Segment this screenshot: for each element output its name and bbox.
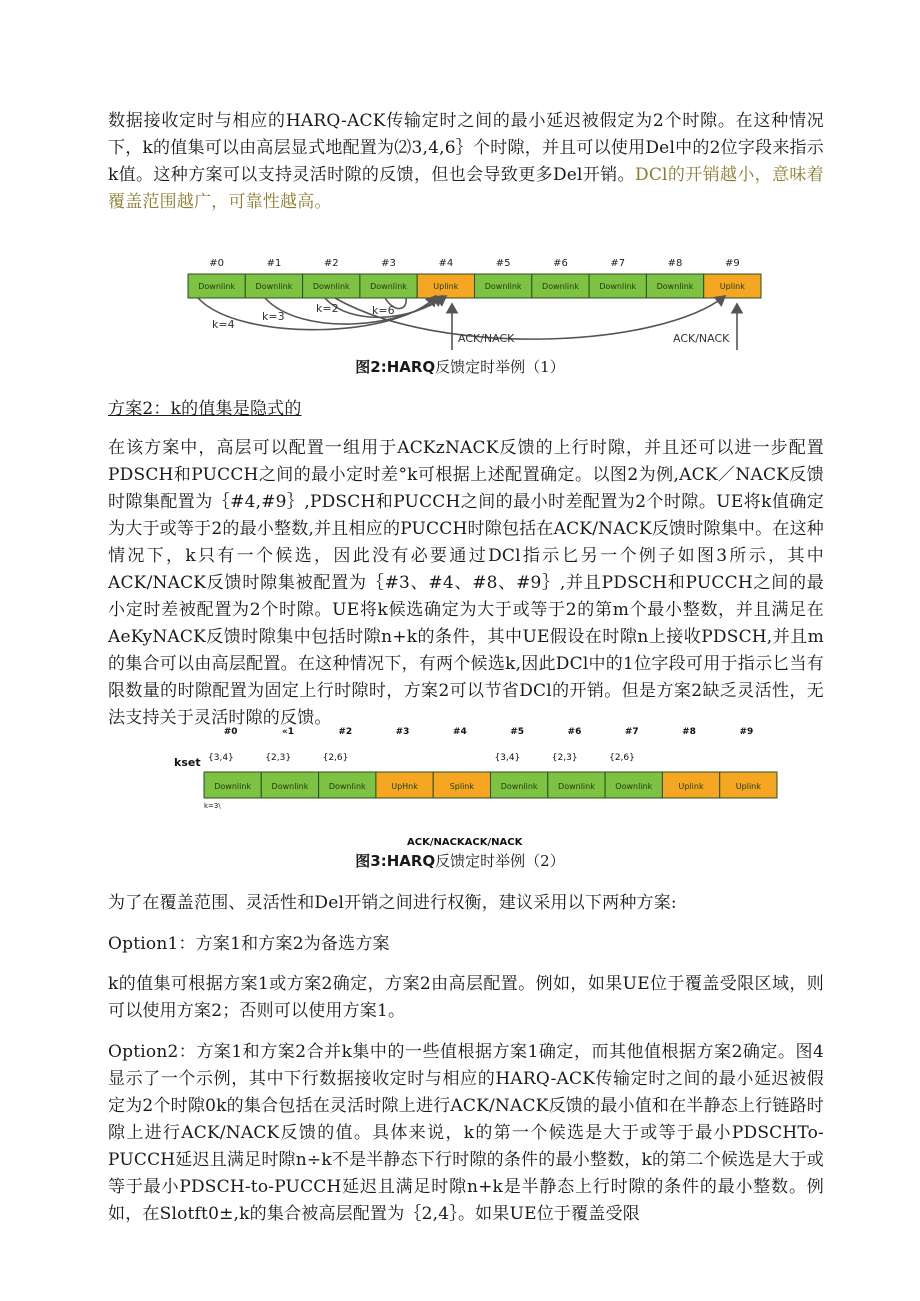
k-label-3: k=2 [316, 302, 339, 315]
f3-kset-value: {3,4} [208, 753, 234, 763]
paragraph-tradeoff: 为了在覆盖范围、灵活性和Del开销之间进行权衡，建议采用以下两种方案: [108, 893, 677, 913]
f2-slot-label: #6 [553, 258, 568, 269]
figure-2-caption-number: 图2:HARQ [355, 358, 436, 376]
f3-slot-cell-label: Uplink [735, 782, 761, 791]
f3-slot-label: #6 [567, 727, 582, 737]
f3-slot-label: #5 [510, 727, 525, 737]
paragraph-option-2: Option2：方案1和方案2合并k集中的一些值根据方案1确定，而其他值根据方案2确定。图4显示了一个示例，其中下行数据接收定时与相应的HARQ-ACK传输定时之间的最小延迟被假定为2个时隙0k的集合包括在灵活时隙上进行ACK/NACK反馈的最小值和在半静态上行链路时隙上进行ACK/NACK反馈的值。具体来说，k的第一个候选是大于或等于最小PDSCHTo-PUCCH延迟且满足时隙n÷k不是半静态下行时隙的条件的最小整数，k的第二个候选是大于或等于最小PDSCH-to-PUCCH延迟且满足时隙n+k是半静态上行时隙的条件的最小整数。例如，在Slotft0±,k的集合被高层配置为｛2,4｝。如果UE位于覆盖受限 [108, 1042, 824, 1224]
f3-kset-value: {2,6} [609, 753, 635, 763]
f2-slot-cell-label: Uplink [719, 282, 745, 291]
f2-slot-cell-label: Downlink [656, 282, 694, 291]
f3-slot-label: #9 [739, 727, 754, 737]
k-label-4: k=6 [372, 304, 395, 317]
f3-slot-cell-label: Oownlink [615, 782, 653, 791]
f2-slot-cell-label: Downlink [599, 282, 637, 291]
paragraph-intro-highlight: DCl的开销越小，意味着覆盖范围越广，可靠性越高。 [108, 165, 825, 212]
f3-slot-label: #7 [624, 727, 639, 737]
f3-kset-value: {2,6} [322, 753, 349, 763]
f2-slot-label: #3 [381, 258, 396, 269]
figure-3-caption [0, 850, 920, 871]
figure-2-caption-text: 反馈定时举例（1） [435, 358, 565, 376]
f3-slot-cell-label: Downlink [271, 782, 309, 791]
paragraph-intro [108, 108, 824, 216]
ack-nack-label: ACK/NACKACK/NACK [407, 837, 523, 848]
f3-kset-value: {2,3} [265, 753, 292, 763]
f2-slot-cell-label: Downlink [255, 282, 293, 291]
kset-label: kset [174, 756, 201, 769]
f2-slot-label: #4 [438, 258, 454, 269]
f2-slot-label: #0 [209, 258, 225, 269]
f3-slot-cell-label: Uplink [678, 782, 704, 791]
f2-slot-cell-label: Uplink [433, 282, 459, 291]
k-note: k=3\ [204, 802, 221, 810]
k-label-1: k=4 [212, 318, 235, 331]
f3-slot-cell-label: Downlink [328, 782, 366, 791]
f2-slot-label: #8 [667, 258, 683, 269]
figure-2-caption [0, 356, 920, 377]
f3-slot-cell-label: Downlink [558, 782, 595, 791]
section-heading-scheme-2: 方案2：k的值集是隐式的 [108, 399, 302, 419]
paragraph-option-1: k的值集可根据方案1或方案2确定，方案2由高层配置。例如，如果UE位于覆盖受限区域，则可以使用方案2；否则可以使用方案1。 [108, 974, 824, 1021]
figure-3-caption-text: 反馈定时举例（2） [435, 852, 565, 870]
f3-slot-cell-label: Downlink [500, 782, 538, 791]
f3-slot-label: #2 [338, 727, 353, 737]
f3-kset-value: {3,4} [494, 753, 521, 763]
figure-3-caption-number: 图3:HARQ [355, 852, 436, 870]
f3-slot-label: #3 [395, 727, 410, 737]
f3-kset-value: {2,3} [551, 753, 578, 763]
f2-slot-label: #5 [495, 258, 511, 269]
ack-label-2: ACK/NACK [673, 332, 730, 345]
ack-label-1: ACK/NACK [458, 332, 515, 345]
f2-slot-cell-label: Downlink [312, 282, 350, 291]
f2-slot-cell-label: Downlink [484, 282, 522, 291]
f3-slot-cell-label: UpHnk [391, 782, 418, 791]
figure-3-diagram [170, 718, 780, 850]
f2-slot-label: #7 [610, 258, 626, 269]
option-1-title: Option1：方案1和方案2为备选方案 [108, 934, 390, 954]
k-label-2: k=3 [262, 310, 285, 323]
f3-slot-label: #4 [452, 727, 467, 737]
f2-slot-cell-label: Downlink [542, 282, 579, 291]
f3-slot-label: #8 [682, 727, 696, 737]
f2-slot-label: #2 [323, 258, 339, 269]
f3-slot-cell-label: Downlink [214, 782, 252, 791]
f3-slot-label: #0 [223, 727, 238, 737]
paragraph-scheme-2: 在该方案中，高层可以配置一组用于ACKzNACK反馈的上行时隙，并且还可以进一步配置PDSCH和PUCCH之间的最小定时差°k可根据上述配置确定。以图2为例,ACK／NACK反馈时隙集配置为｛#4,#9｝,PDSCH和PUCCH之间的最小时差配置为2个时隙。UE将k值确定为大于或等于2的最小整数,并且相应的PUCCH时隙包括在ACK/NACK反馈时隙集中。在这种情况下，k只有一个候选，因此没有必要通过DCl指示匕另一个例子如图3所示，其中ACK/NACK反馈时隙集被配置为｛#3、#4、#8、#9｝,并且PDSCH和PUCCH之间的最小定时差被配置为2个时隙。UE将k候选确定为大于或等于2的第m个最小整数，并且满足在AeKyNACK反馈时隙集中包括时隙n+k的条件，其中UE假设在时隙n上接收PDSCH,并且m的集合可以由高层配置。在这种情况下，有两个候选k,因此DCl中的1位字段可用于指示匕当有限数量的时隙配置为固定上行时隙时，方案2可以节省DCl的开销。但是方案2缺乏灵活性，无法支持关于灵活时隙的反馈。 [108, 438, 824, 728]
figure-2-diagram [180, 248, 770, 354]
f3-slot-label: «1 [281, 727, 294, 737]
f2-slot-cell-label: Downlink [370, 282, 407, 291]
f2-slot-cell-label: Downlink [198, 282, 236, 291]
paragraph-intro-text: 数据接收定时与相应的HARQ-ACK传输定时之间的最小延迟被假定为2个时隙。在这种情况下，k的值集可以由高层显式地配置为⑵3,4,6｝个时隙，并且可以使用Del中的2位字段来指示k值。这种方案可以支持灵活时隙的反馈，但也会导致更多Del开销。 [108, 111, 824, 185]
f3-slot-cell-label: Splink [449, 782, 475, 791]
f2-slot-label: #1 [266, 258, 282, 269]
f2-slot-label: #9 [724, 258, 740, 269]
